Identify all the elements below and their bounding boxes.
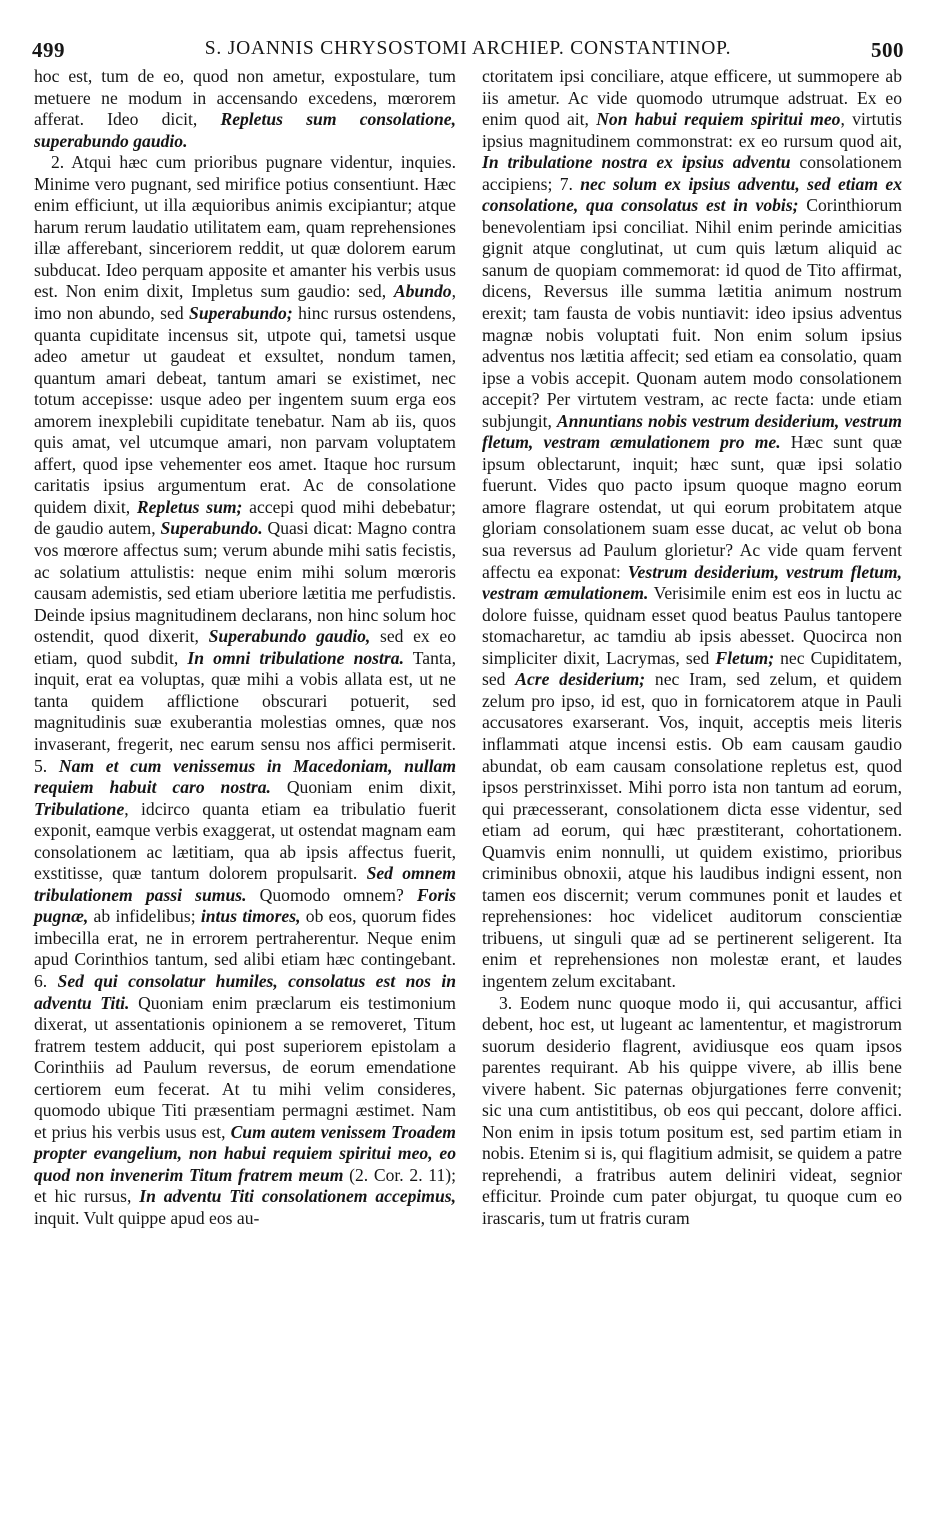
text-run: Verisimile enim est eos in luctu ac dolore fuisse, quidnam esset quod beatus Paulus tantopere stomacharetur, ac tamdiu ab ipsis abesset. Quocirca non simpliciter dixit, Lacrymas, sed	[482, 583, 902, 668]
text-run: consolationem accipiens; 7.	[482, 152, 902, 194]
right-page-number: 500	[871, 38, 904, 62]
italic-quotation: Non habui requiem spiritui meo	[596, 109, 841, 130]
italic-quotation: Acre desiderium;	[515, 669, 646, 690]
text-run: hoc est, tum de eo, quod non ametur, expostulare, tum metuere ne modum in accensando excedens, mœrorem afferat. Ideo dicit,	[34, 66, 456, 130]
text-run: , idcirco quanta etiam ea tribulatio fuerit exponit, eamque verbis exaggerat, ut ostendat magnam eam consolationem ac lætitiam, qua ab ipsis affectus fuerit, exstitisse, quæ tantum dolorem propulsarit.	[34, 798, 456, 884]
text-run: ctoritatem ipsi conciliare, atque efficere, ut summopere ab iis ametur. Ac vide quomodo utrumque adstruat. Ex eo enim quod ait,	[482, 66, 902, 130]
italic-quotation: Repletus sum;	[136, 496, 243, 517]
text-run: Tanta, inquit, erat ea voluptas, quæ mihi a vobis allata est, ut ne tanta quidem afflictione obscurari potuerit, sed magnitudinis suæ exuberantia molestias omnes, quæ nos invaserant, fregerit, nec earum sensu nos affici permiserit. 5.	[34, 647, 456, 776]
italic-quotation: Tribulatione	[34, 798, 125, 819]
text-run: Hæc sunt quæ ipsum oblectarunt, inquit; hæc sunt, quæ ipsi solatio fuerunt. Vides quo pacto ipsum quoque magno eorum amore flagrare ostendat, ut qui eorum probitatem atque gloriam consolationem suam esse ducat, ac velut ob bona sua reversus ad Paulum glorietur? Ac vide quam fervent affectu ea exponat:	[482, 432, 902, 582]
paragraph	[34, 152, 456, 1229]
text-run: , imo non abundo, sed	[34, 281, 456, 324]
text-run: Quoniam enim dixit,	[270, 777, 456, 798]
italic-quotation: Repletus sum consolatione, superabundo gaudio.	[34, 109, 456, 151]
italic-quotation: Superabundo.	[160, 518, 263, 539]
italic-quotation: Foris pugnæ,	[34, 884, 457, 927]
italic-quotation: Vestrum desiderium, vestrum fletum, vestram æmulationem.	[482, 561, 902, 604]
italic-quotation: Sed qui consolatur humiles, consolatus est nos in adventu Titi.	[34, 970, 457, 1013]
text-run: nec Cupiditatem, sed	[482, 647, 902, 690]
text-run: nec Iram, sed zelum, et quidem zelum pro ipso, id est, quo in fornicatorem atque in Pauli accusatores exarserant. Vos, inquit, acceptis meis literis inflammati atque incensi estis. Ob eam causam gaudio abundat, ob eam causam consolatione repletus est, quod ipsos perstrinxisset. Mihi porro ista non tantum ad eorum, qui præcesserant, consolationem dicta esse videntur, sed etiam ad eorum, qui hæc præstiterant, cohortationem. Quamvis enim nonnulli, ut quidem existimo, prioribus criminibus obnoxii, atque his laudibus indigni essent, non tamen eos discernit; verum communes ponit et laudes et reprehensiones: hoc videlicet auditorum conscientiæ tribuens, ut singuli quæ ad se pertinerent seligerent. Ita enim et reprehensiones non molestæ erant, et laudes ingentem zelum excitabant.	[482, 669, 902, 991]
paragraph	[34, 66, 456, 152]
text-run: ab infidelibus;	[88, 906, 201, 927]
text-run: hinc rursus ostendens, quanta cupiditate incensus sit, utpote qui, tametsi usque adeo ametur ut gaudeat et exsultet, nondum tamen, quantum amari debeat, tantum amari se existimet, nec totum accepisse: usque adeo per ingentem suum erga eos amorem inexplebili cupiditate tenebatur. Nam ab iis, quos quis amat, vel utcumque amari, non parvam voluptatem affert, quod ipse vehementer eos amet. Itaque hoc rursum caritatis ipsius argumentum erat. Ac de consolatione quidem dixit,	[34, 303, 456, 517]
italic-quotation: Sed omnem tribulationem passi sumus.	[34, 863, 456, 905]
text-run: accepi quod mihi debebatur; de gaudio autem,	[34, 496, 456, 539]
text-run: 3. Eodem nunc quoque modo ii, qui accusantur, affici debent, hoc est, ut lugeant ac lamententur, et magistrorum suorum desiderio flagrent, avidiusque eos quam ipsos parentes requirant. Ab his quippe vivere, ab illis bene vivere habent. Sic paternas objurgationes ferre convenit; sic una cum antistitibus, ob eos qui peccant, dolore affici. Non enim in ipsis totum positum est, sed partim etiam in nobis. Etenim si is, qui flagitium admisit, se quidem a patre reprehendi, a fratribus autem deliniri videat, segnior efficitur. Proinde cum pater objurgat, tu quoque cum eo irascaris, tum ut fratris curam	[482, 992, 902, 1228]
text-run: (2. Cor. 2. 11); et hic rursus,	[34, 1164, 456, 1207]
italic-quotation: Abundo	[393, 281, 452, 302]
text-run: sed ex eo etiam, quod subdit,	[34, 626, 456, 668]
paragraph	[482, 66, 902, 993]
italic-quotation: nec solum ex ipsius adventu, sed etiam ex consolatione, qua consolatus est in vobis;	[482, 173, 902, 216]
text-run: 2. Atqui hæc cum prioribus pugnare videntur, inquies. Minime vero pugnant, sed mirifice potius consentiunt. Hæc enim efficiunt, ut illa æquioribus animis excipiantur; atque harum rerum laudatio utilitatem eam, quam reprehensiones illæ afferebant, sinceriorem reddit, ut quæ dolorem earum subducat. Ideo perquam apposite et amanter his verbis usus est. Non enim dixit, Impletus sum gaudio: sed,	[34, 152, 456, 302]
left-text-column	[34, 66, 456, 1230]
left-page-number: 499	[32, 38, 65, 62]
right-text-column	[482, 66, 902, 1230]
italic-quotation: In adventu Titi consolationem accepimus,	[139, 1186, 456, 1207]
italic-quotation: In omni tribulatione nostra.	[187, 647, 404, 668]
italic-quotation: Annuntians nobis vestrum desiderium, vestrum fletum, vestram æmulationem pro me.	[482, 410, 902, 453]
text-run: inquit. Vult quippe apud eos au-	[34, 1207, 260, 1228]
text-run: , virtutis ipsius magnitudinem commonstrat: ex eo rursum quod ait,	[482, 109, 902, 151]
italic-quotation: Nam et cum venissemus in Macedoniam, nullam requiem habuit caro nostra.	[34, 755, 457, 798]
italic-quotation: Superabundo;	[189, 303, 293, 324]
italic-quotation: Fletum;	[715, 647, 775, 668]
italic-quotation: In tribulatione nostra ex ipsius adventu	[482, 152, 791, 173]
page-header	[32, 38, 904, 68]
italic-quotation: Superabundo gaudio,	[208, 626, 371, 647]
text-run: Quoniam enim præclarum eis testimonium dixerat, ut assentationis opinionem a se removeret, Titum fratrem testem adducit, qui post superiorem epistolam a Corinthiis ad Paulum reversus, de eorum emendatione certiorem eum fecerat. At tu mihi velim consideres, quomodo ubique Titi præsentiam permagni æstimet. Nam et prius his verbis usus est,	[34, 992, 456, 1142]
text-run: Corinthiorum benevolentiam ipsi conciliat. Nihil enim perinde amicitias gignit atque conglutinat, ut cum quis lætum aliquid ac sanum de quopiam commemorat: id quod de Tito affirmat, dicens, Reversus ille summa lætitia animum nostrum erexit; tam fausta de vobis nuntiavit: ideo ipsius adventus magnæ nobis voluptati fuit. Non enim solum ipsius adventus nos lætitia affecit; sed etiam ea consolatio, quam ipse a vobis accepit. Quonam autem modo consolationem accepit? Per virtutem vestram, ac recte facta: unde etiam subjungit,	[482, 195, 902, 431]
running-title: S. JOANNIS CHRYSOSTOMI ARCHIEP. CONSTANTINOP.	[204, 38, 732, 59]
paragraph	[482, 993, 902, 1230]
text-run: Quasi dicat: Magno contra vos mœrore affectus sum; verum abunde mihi satis fecistis, ac solatium attulistis: neque enim mihi solum mœroris causam ademistis, sed etiam uberiore lætitia me perfudistis. Deinde ipsius magnitudinem declarans, non hinc solum hoc ostendit, quod dixerit,	[34, 518, 456, 647]
italic-quotation: Cum autem venissem Troadem propter evangelium, non habui requiem spiritui meo, eo quod non invenerim Titum fratrem meum	[34, 1121, 456, 1185]
text-run: Quomodo omnem?	[246, 884, 417, 905]
text-run: ob eos, quorum fides imbecilla erat, ne in errorem pertraherentur. Neque enim apud Corinthios tantum, sed alibi etiam hæc contingebant. 6.	[34, 906, 456, 991]
italic-quotation: intus timores,	[200, 906, 301, 927]
